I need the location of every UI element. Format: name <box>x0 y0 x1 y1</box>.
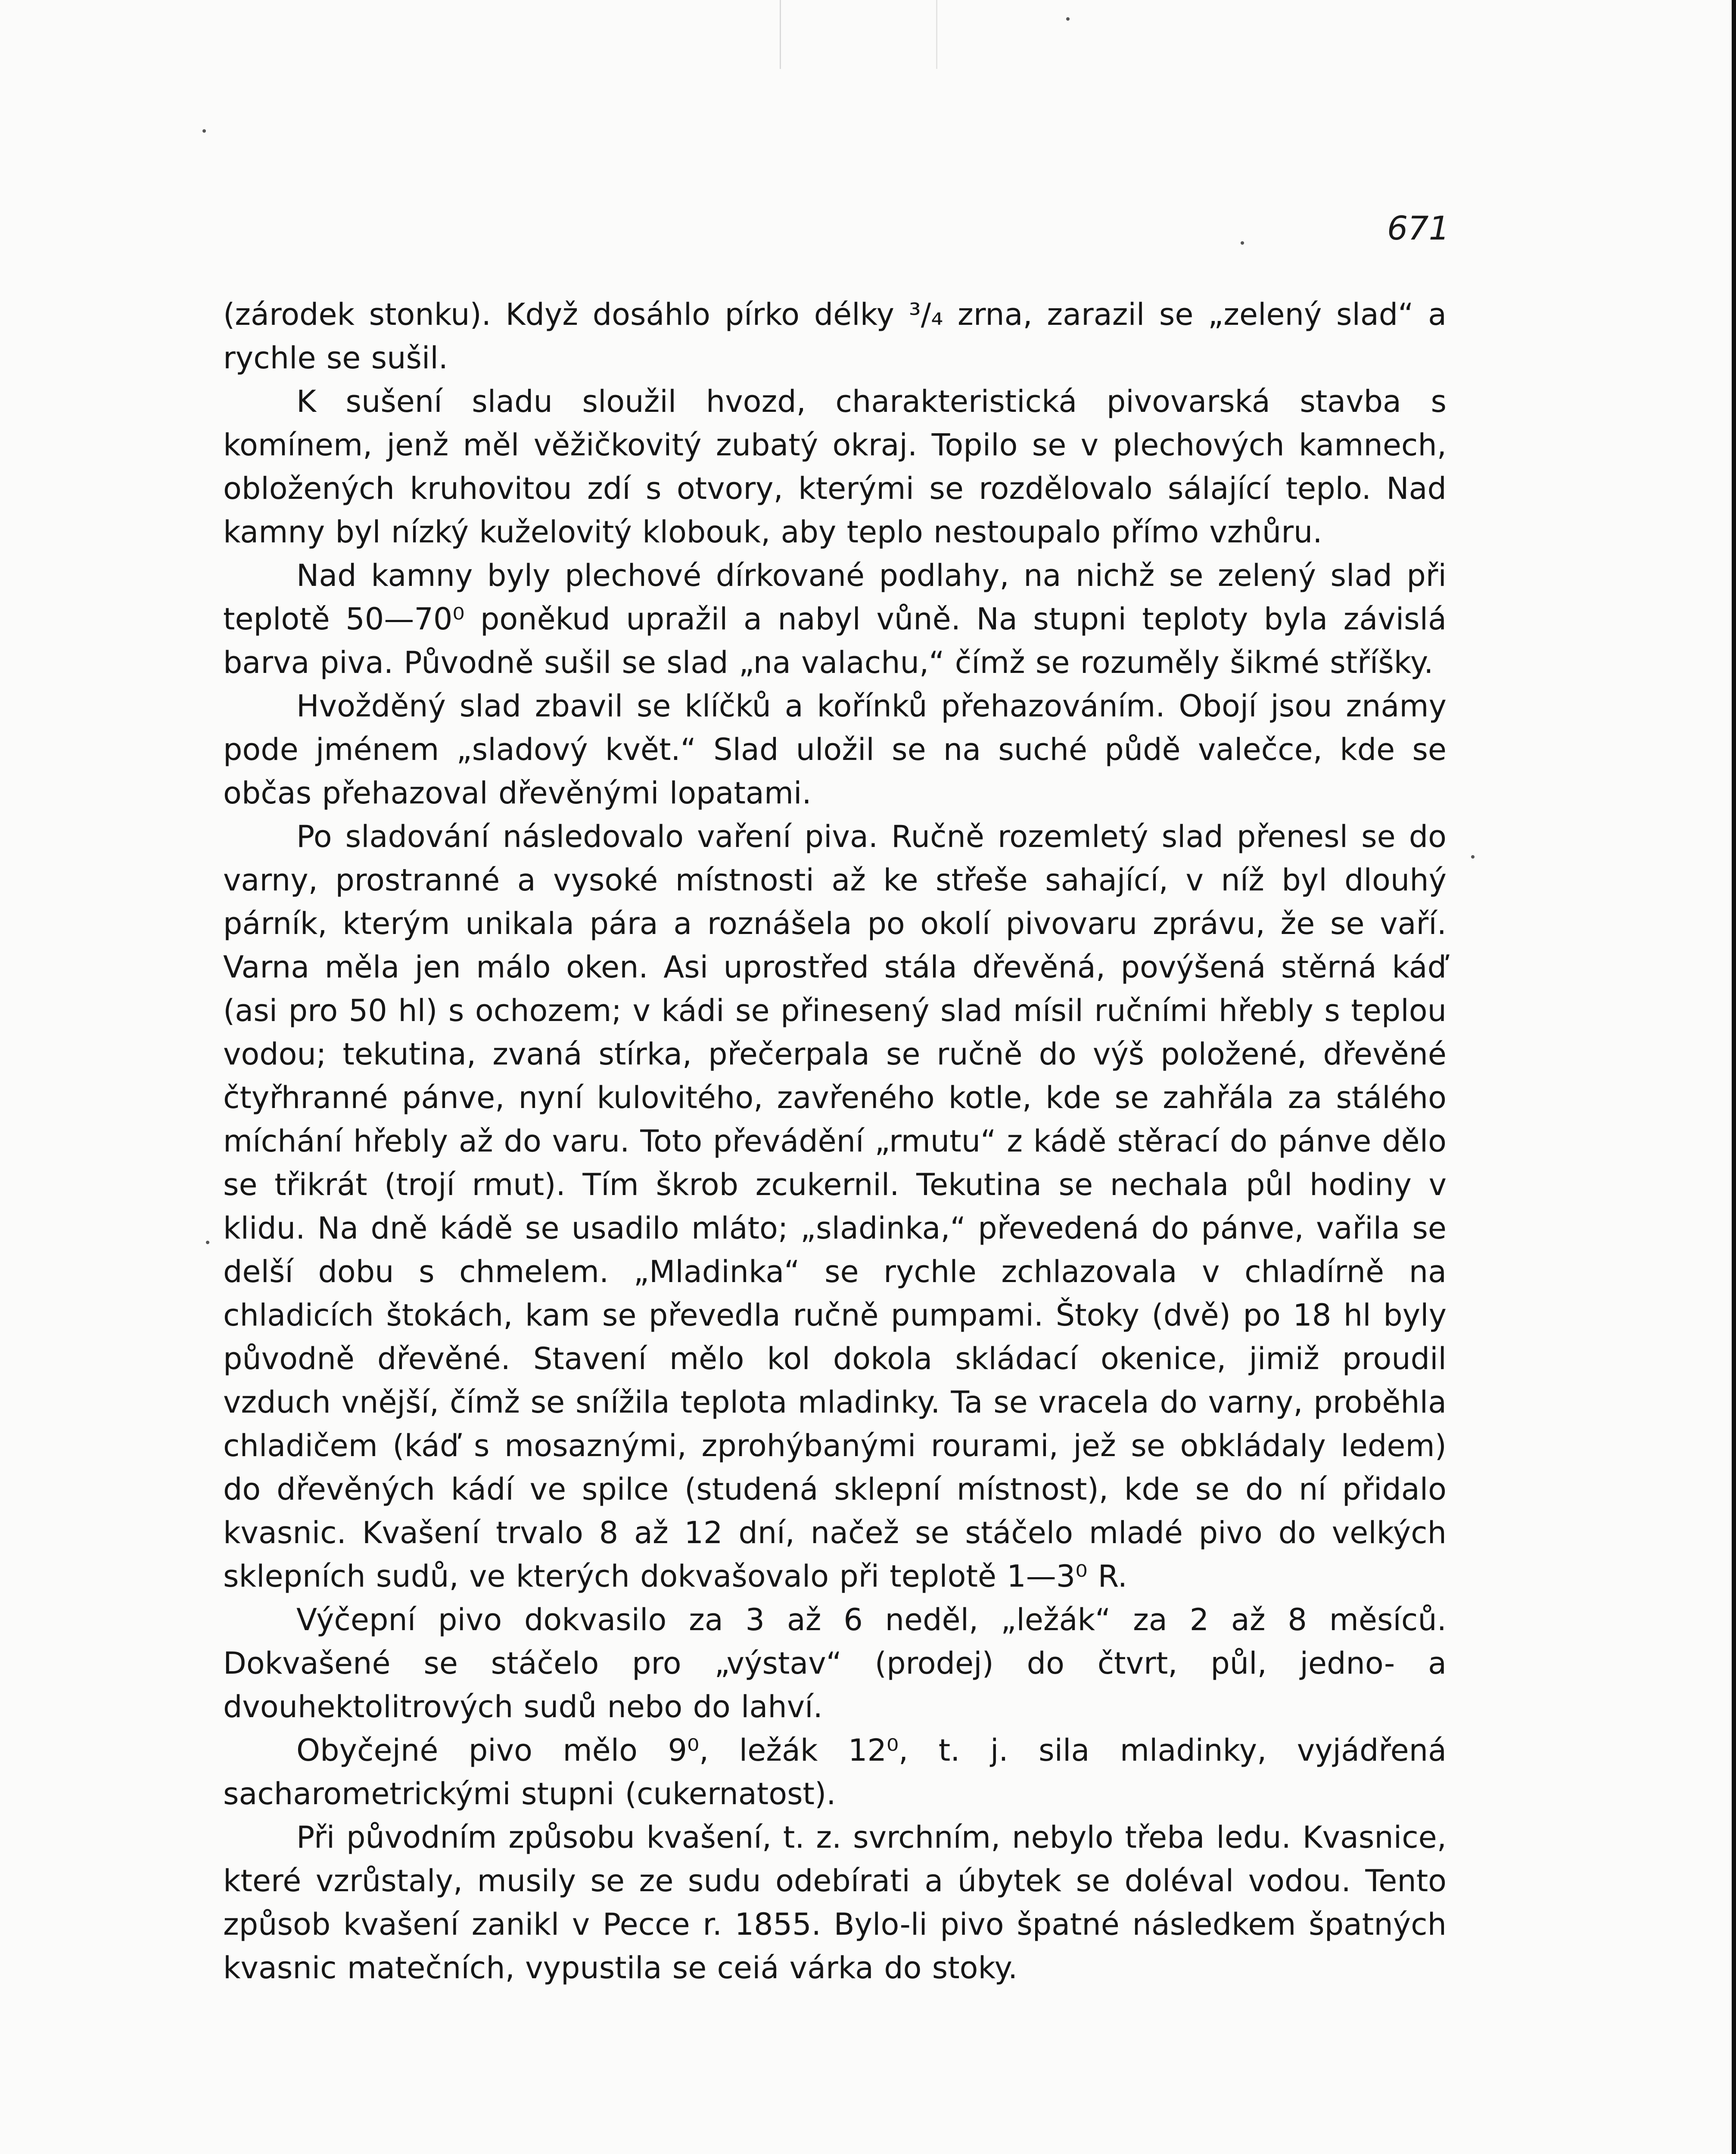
paragraph: (zárodek stonku). Když dosáhlo pírko délky ³/₄ zrna, zarazil se „zelený slad“ a rychle se sušil. <box>223 297 1447 376</box>
paragraph: Výčepní pivo dokvasilo za 3 až 6 neděl, „ležák“ za 2 až 8 měsíců. Dokvašené se stáčelo pro „výstav“ (prodej) do čtvrt, půl, jedno- a dvouhektolitrových sudů nebo do lahví. <box>223 1602 1447 1724</box>
dust-speck <box>1066 17 1070 21</box>
paragraph: Po sladování následovalo vaření piva. Ručně rozemletý slad přenesl se do varny, prostranné a vysoké místnosti až ke střeše sahající, v níž byl dlouhý párník, kterým unikala pára a roznášela po okolí pivovaru zprávu, že se vaří. Varna měla jen málo oken. Asi uprostřed stála dřevěná, povýšená stěrná káď (asi pro 50 hl) s ochozem; v kádi se přinesený slad mísil ručními hřebly s teplou vodou; tekutina, zvaná stírka, přečerpala se ručně do výš položené, dřevěné čtyřhranné pánve, nyní kulovitého, zavřeného kotle, kde se zahřála za stálého míchání hřebly až do varu. Toto převádění „rmutu“ z kádě stěrací do pánve dělo se třikrát (trojí rmut). Tím škrob zcukernil. Tekutina se nechala půl hodiny v klidu. Na dně kádě se usadilo mláto; „sladinka,“ převedená do pánve, vařila se delší dobu s chmelem. „Mladinka“ se rychle zchlazovala v chladírně na chladicích štokách, kam se převedla ručně pumpami. Štoky (dvě) po 18 hl byly původně dřevěné. Stavení mělo kol dokola skládací okenice, jimiž proudil vzduch vnější, čímž se snížila teplota mladinky. Ta se vracela do varny, proběhla chladičem (káď s mosaznými, zprohýbanými rourami, jež se obkládaly ledem) do dřevěných kádí ve spilce (studená sklepní místnost), kde se do ní přidalo kvasnic. Kvašení trvalo 8 až 12 dní, načež se stáčelo mladé pivo do velkých sklepních sudů, ve kterých dokvašovalo při teplotě 1—3⁰ R. <box>223 819 1447 1594</box>
paragraph: K sušení sladu sloužil hvozd, charakteristická pivovarská stavba s komínem, jenž měl věžičkovitý zubatý okraj. Topilo se v plechových kamnech, obložených kruhovitou zdí s otvory, kterými se rozdělovalo sálající teplo. Nad kamny byl nízký kuželovitý klobouk, aby teplo nestoupalo přímo vzhůru. <box>223 384 1447 550</box>
dust-speck <box>206 1241 209 1244</box>
page-number: 671 <box>1387 209 1450 247</box>
scan-edge <box>1732 0 1736 2154</box>
dust-speck <box>202 129 206 133</box>
dust-speck <box>1241 241 1244 245</box>
body-text <box>223 293 1447 1990</box>
paragraph: Obyčejné pivo mělo 9⁰, ležák 12⁰, t. j. sila mladinky, vyjádřená sacharometrickými stupni (cukernatost). <box>223 1733 1447 1812</box>
paragraph: Nad kamny byly plechové dírkované podlahy, na nichž se zelený slad při teplotě 50—70⁰ poněkud upražil a nabyl vůně. Na stupni teploty byla závislá barva piva. Původně sušil se slad „na valachu,“ čímž se rozuměly šikmé stříšky. <box>223 558 1447 680</box>
dust-speck <box>1471 855 1475 859</box>
scan-artifact <box>780 0 937 69</box>
paragraph: Při původním způsobu kvašení, t. z. svrchním, nebylo třeba ledu. Kvasnice, které vzrůstaly, musily se ze sudu odebírati a úbytek se doléval vodou. Tento způsob kvašení zanikl v Pecce r. 1855. Bylo-li pivo špatné následkem špatných kvasnic matečních, vypustila se ceiá várka do stoky. <box>223 1820 1447 1986</box>
paragraph: Hvožděný slad zbavil se klíčků a kořínků přehazováním. Obojí jsou známy pode jménem „sladový květ.“ Slad uložil se na suché půdě valečce, kde se občas přehazoval dřevěnými lopatami. <box>223 688 1447 811</box>
